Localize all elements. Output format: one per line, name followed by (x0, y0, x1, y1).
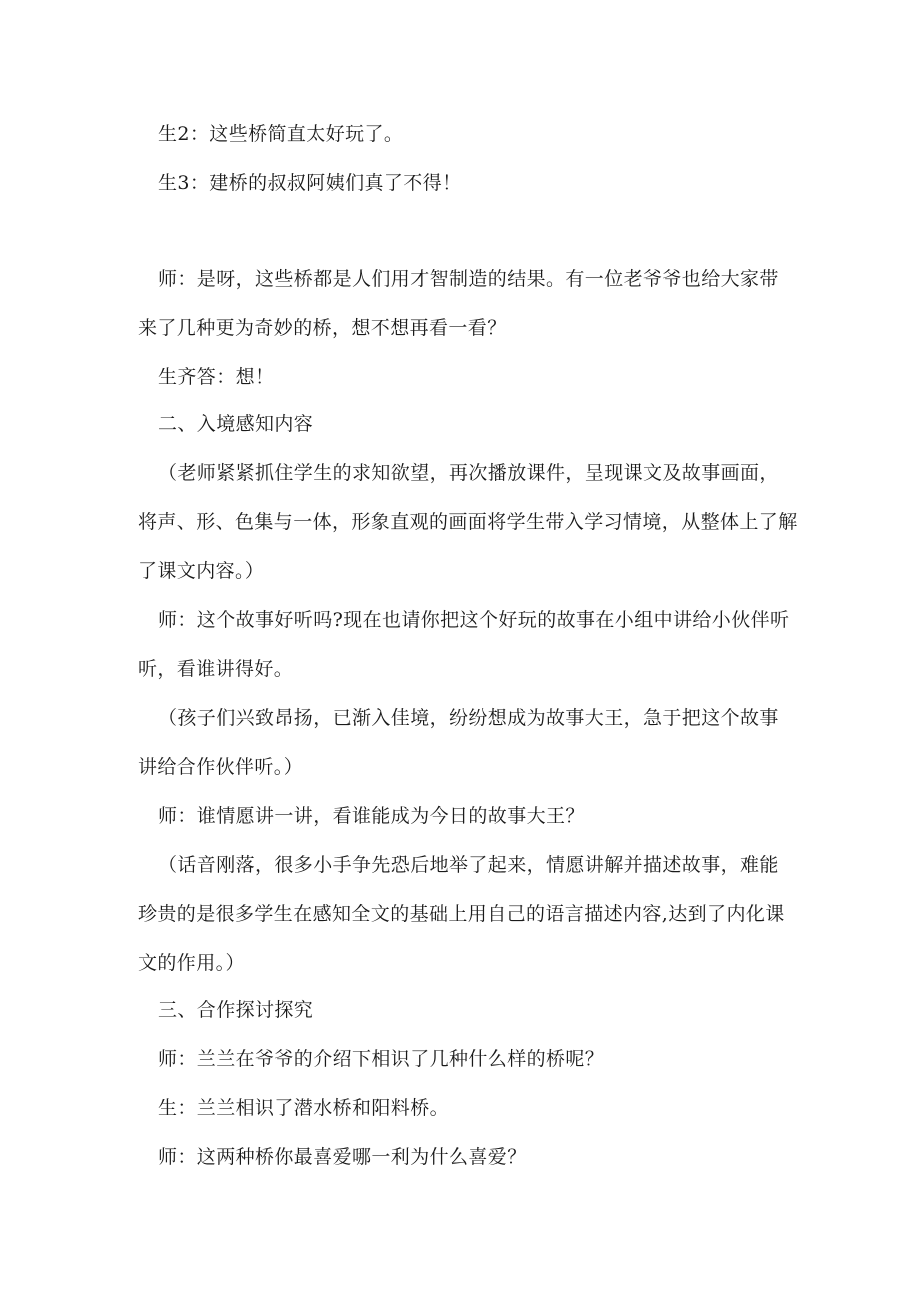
section-heading-2: 二、入境感知内容 (158, 413, 314, 435)
dialogue-student-2: 生2：这些桥简直太好玩了。 (158, 123, 404, 145)
note-teacher-courseware: （老师紧紧抓住学生的求知欲望，再次播放课件，呈现课文及故事画面，将声、形、色集与一体，形象直观的画面将学生带入学习情境，从整体上了解了课文内容。） (138, 462, 798, 582)
dialogue-teacher-bridges: 师：兰兰在爷爷的介绍下相识了几种什么样的桥呢？ (158, 1048, 605, 1070)
dialogue-teacher-intro: 师：是呀，这些桥都是人们用才智制造的结果。有一位老爷爷也给大家带来了几种更为奇妙的桥，想不想再看一看？ (138, 268, 779, 339)
note-children-eager: （孩子们兴致昂扬，已渐入佳境，纷纷想成为故事大王，急于把这个故事讲给合作伙伴听。） (138, 707, 779, 778)
dialogue-student-3: 生3：建桥的叔叔阿姨们真了不得！ (158, 172, 462, 194)
dialogue-students-answer: 生齐答：想！ (158, 366, 275, 388)
dialogue-teacher-who: 师：谁情愿讲一讲，看谁能成为今日的故事大王？ (158, 805, 585, 827)
dialogue-student-bridges: 生：兰兰相识了潜水桥和阳料桥。 (158, 1097, 450, 1119)
section-heading-3: 三、合作探讨探究 (158, 999, 314, 1021)
dialogue-teacher-favorite: 师：这两种桥你最喜爱哪一利为什么喜爱？ (158, 1146, 527, 1168)
note-hands-raised: （话音刚落，很多小手争先恐后地举了起来，情愿讲解并描述故事，难能珍贵的是很多学生在感知全文的基础上用自己的语言描述内容,达到了内化课文的作用。） (138, 854, 785, 974)
dialogue-teacher-story: 师：这个故事好听吗?现在也请你把这个好玩的故事在小组中讲给小伙伴听听，看谁讲得好。 (138, 609, 790, 680)
